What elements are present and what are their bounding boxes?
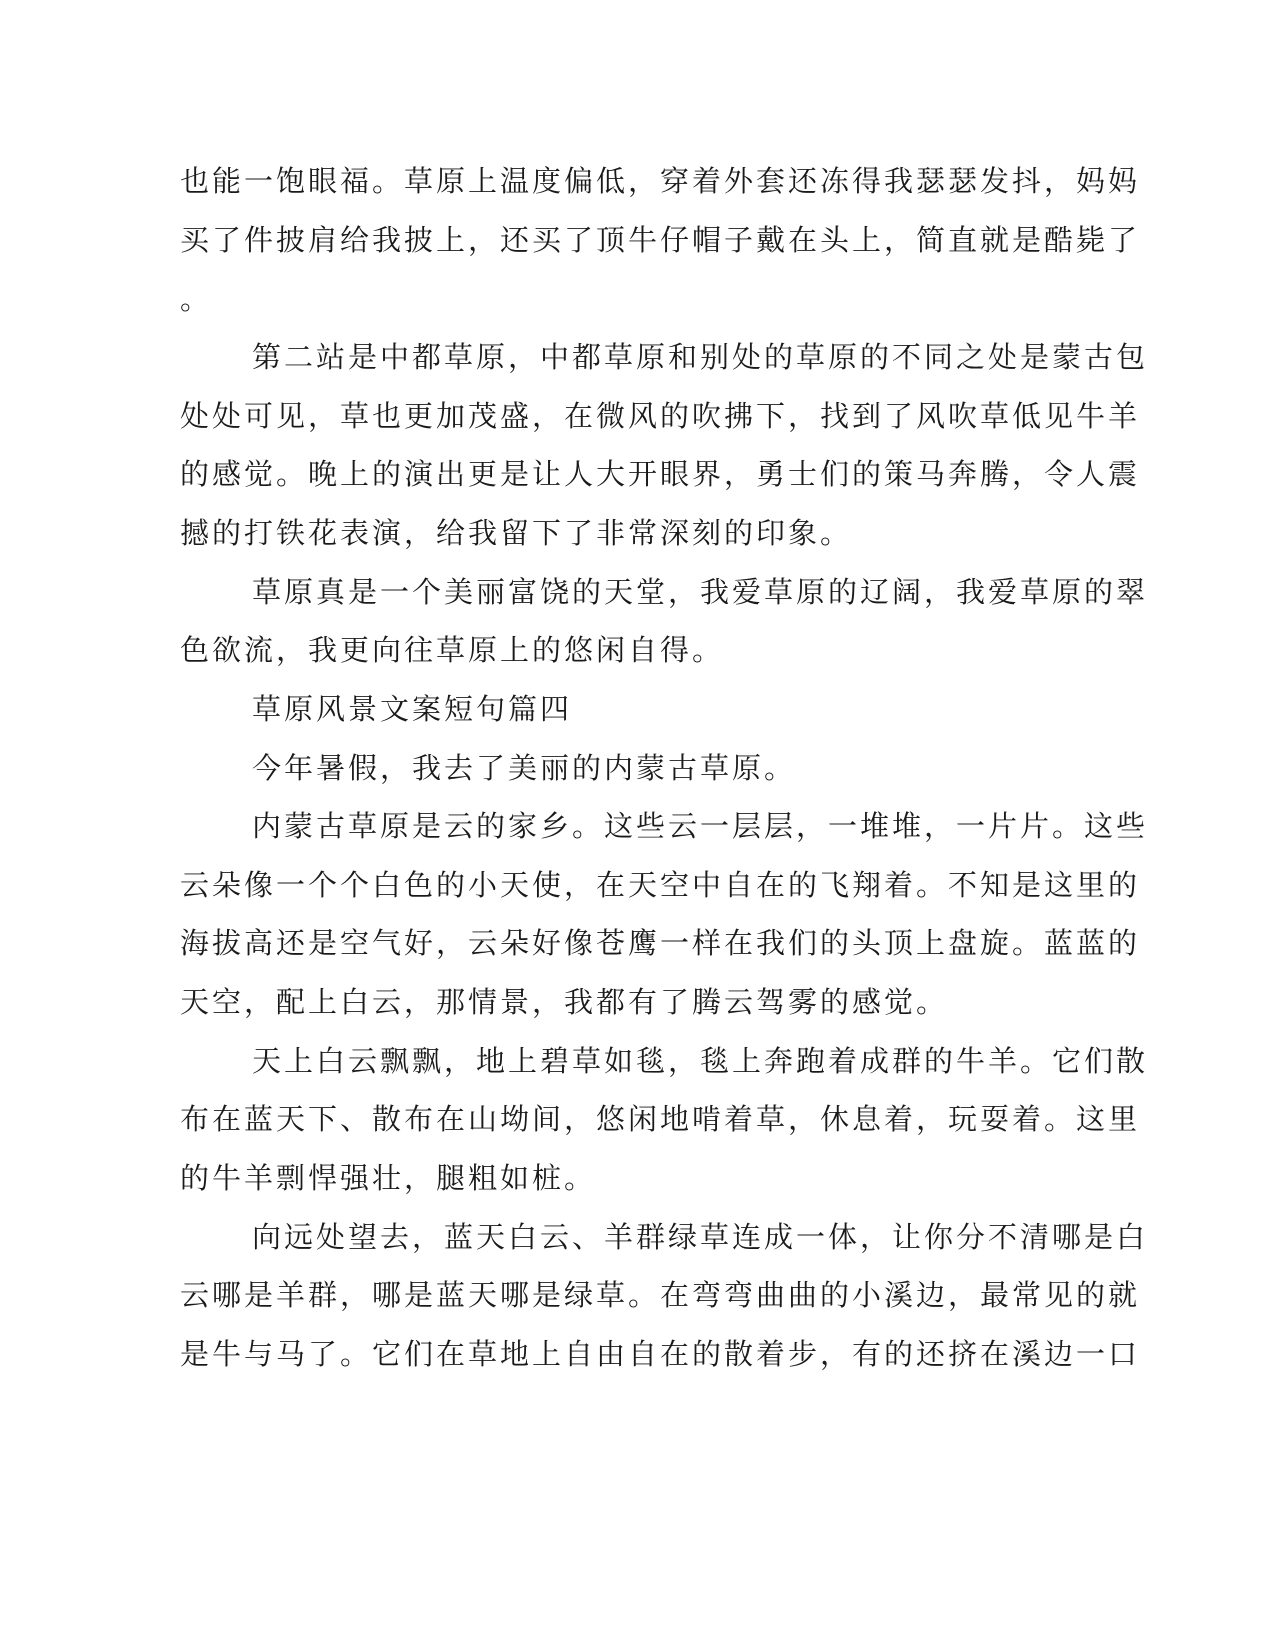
text-line-9: 色欲流，我更向往草原上的悠闲自得。 (180, 633, 725, 667)
text-line-18: 的牛羊剽悍强壮，腿粗如桩。 (180, 1161, 597, 1195)
text-line-7: 撼的打铁花表演，给我留下了非常深刻的印象。 (180, 516, 853, 550)
paragraph-start-summer: 今年暑假，我去了美丽的内蒙古草原。 (252, 751, 797, 785)
text-line-1: 也能一饱眼福。草原上温度偏低，穿着外套还冻得我瑟瑟发抖，妈妈 (180, 164, 1141, 198)
section-heading: 草原风景文案短句篇四 (252, 692, 573, 726)
text-line-14: 海拔高还是空气好，云朵好像苍鹰一样在我们的头顶上盘旋。蓝蓝的 (180, 926, 1141, 960)
paragraph-start-clouds: 内蒙古草原是云的家乡。这些云一层层，一堆堆，一片片。这些 (252, 809, 1149, 843)
text-line-20: 云哪是羊群，哪是蓝天哪是绿草。在弯弯曲曲的小溪边，最常见的就 (180, 1278, 1141, 1312)
paragraph-start-paradise: 草原真是一个美丽富饶的天堂，我爱草原的辽阔，我爱草原的翠 (252, 575, 1149, 609)
text-line-2: 买了件披肩给我披上，还买了顶牛仔帽子戴在头上，简直就是酷毙了 (180, 223, 1141, 257)
text-line-13: 云朵像一个个白色的小天使，在天空中自在的飞翔着。不知是这里的 (180, 868, 1141, 902)
paragraph-start-view: 向远处望去，蓝天白云、羊群绿草连成一体，让你分不清哪是白 (252, 1220, 1149, 1254)
text-line-21: 是牛与马了。它们在草地上自由自在的散着步，有的还挤在溪边一口 (180, 1337, 1141, 1371)
paragraph-start-stage-two: 第二站是中都草原，中都草原和别处的草原的不同之处是蒙古包 (252, 340, 1149, 374)
paragraph-start-herds: 天上白云飘飘，地上碧草如毯，毯上奔跑着成群的牛羊。它们散 (252, 1044, 1149, 1078)
text-line-3: 。 (180, 282, 213, 316)
text-line-15: 天空，配上白云，那情景，我都有了腾云驾雾的感觉。 (180, 985, 949, 1019)
text-line-17: 布在蓝天下、散布在山坳间，悠闲地啃着草，休息着，玩耍着。这里 (180, 1102, 1141, 1136)
text-line-5: 处处可见，草也更加茂盛，在微风的吹拂下，找到了风吹草低见牛羊 (180, 399, 1141, 433)
text-line-6: 的感觉。晚上的演出更是让人大开眼界，勇士们的策马奔腾，令人震 (180, 457, 1141, 491)
